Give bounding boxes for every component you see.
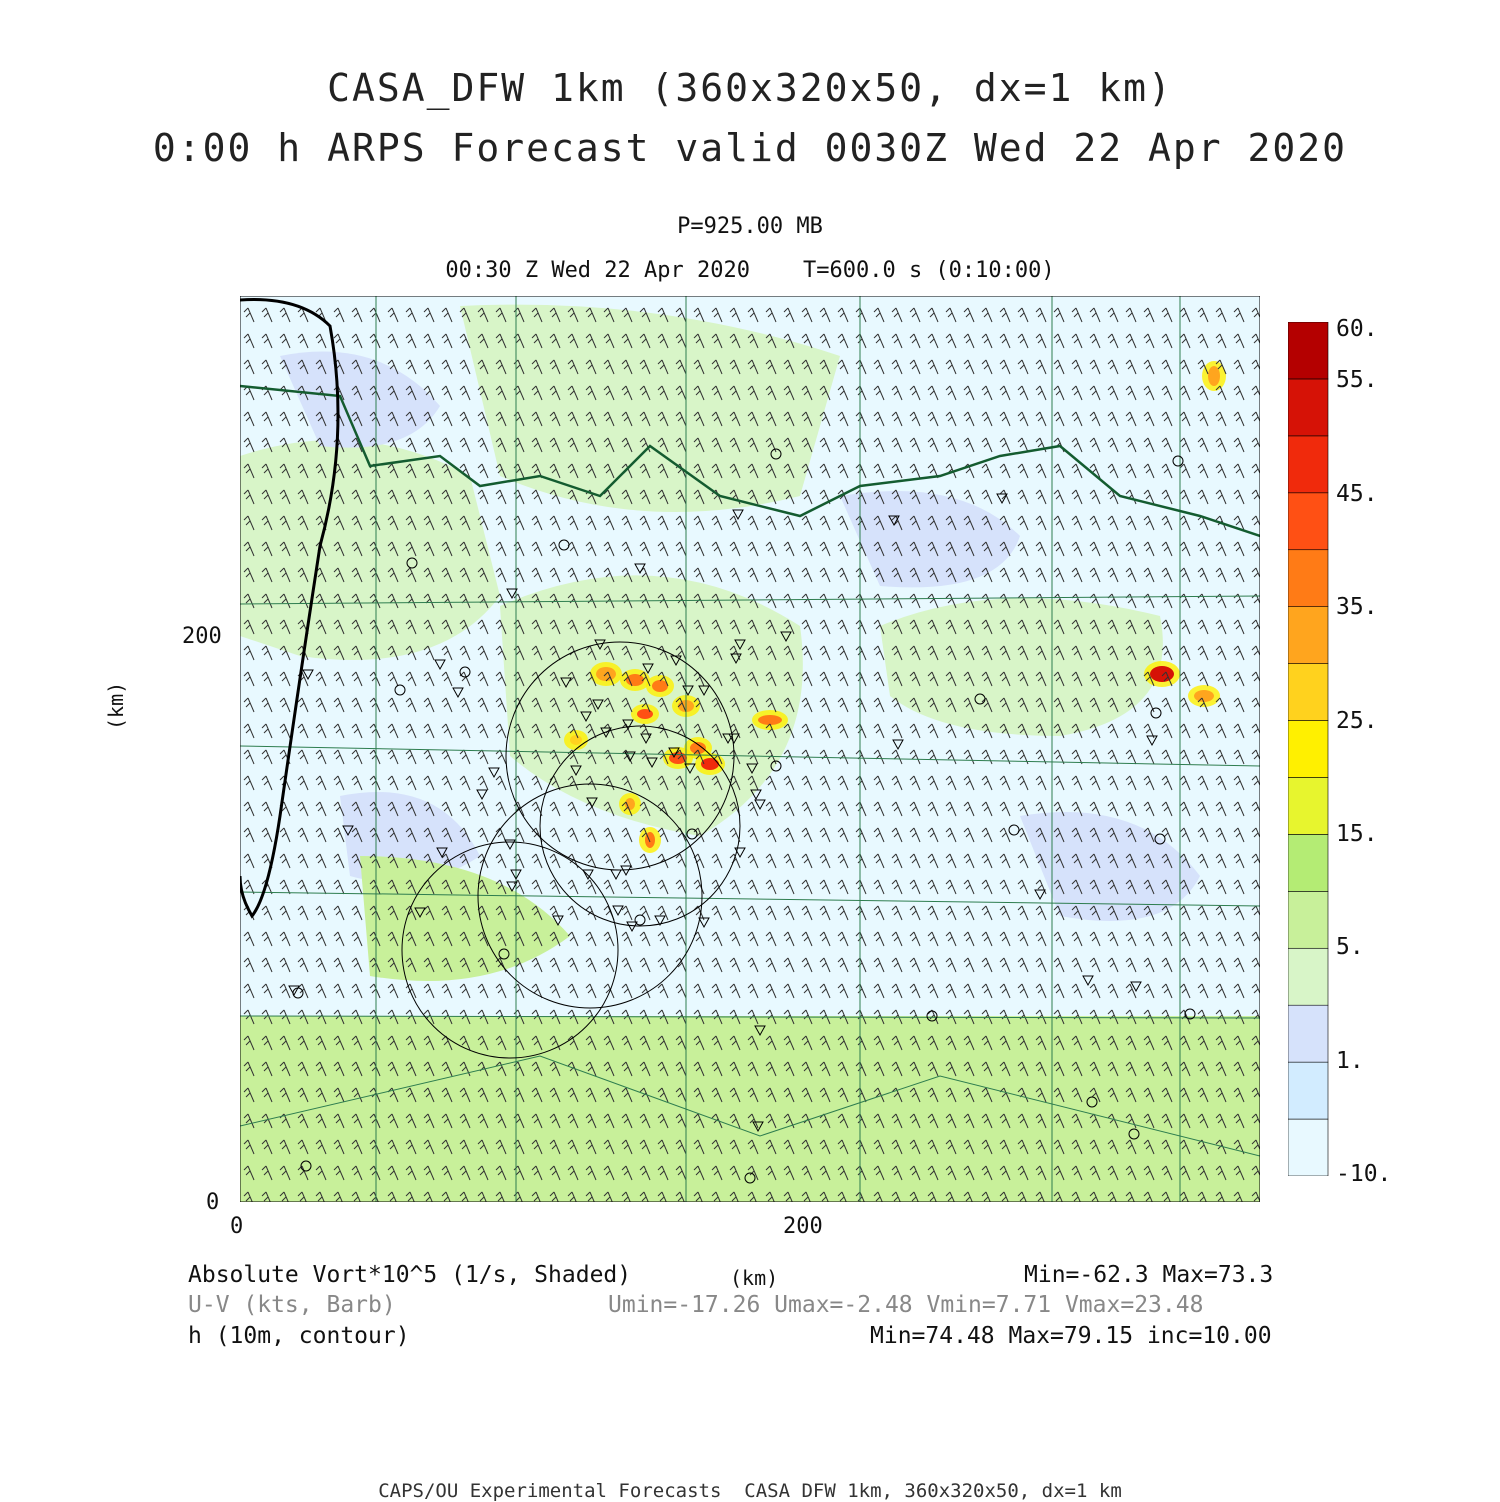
y-axis-label: (km) bbox=[104, 681, 128, 730]
legend-height-stats: Min=74.48 Max=79.15 inc=10.00 bbox=[870, 1323, 1272, 1349]
legend-wind-stats: Umin=-17.26 Umax=-2.48 Vmin=7.71 Vmax=23.48 bbox=[608, 1292, 1204, 1318]
colorbar-label-5: 5. bbox=[1336, 934, 1364, 960]
colorbar-swatch bbox=[1288, 436, 1328, 493]
colorbar-swatch bbox=[1288, 948, 1328, 1005]
colorbar-swatch bbox=[1288, 834, 1328, 891]
vorticity-map bbox=[240, 296, 1260, 1202]
vorticity-maximum bbox=[690, 742, 706, 754]
colorbar-swatch bbox=[1288, 664, 1328, 721]
valid-time-subtitle: 00:30 Z Wed 22 Apr 2020 T=600.0 s (0:10:00) bbox=[445, 258, 1055, 283]
y-tick-200: 200 bbox=[182, 624, 222, 649]
colorbar-swatch bbox=[1288, 607, 1328, 664]
vorticity-maximum bbox=[652, 680, 668, 692]
pressure-level: P=925.00 MB bbox=[677, 214, 823, 239]
legend-field-wind: U-V (kts, Barb) bbox=[188, 1292, 396, 1318]
colorbar-swatch bbox=[1288, 493, 1328, 550]
colorbar-label-15: 15. bbox=[1336, 821, 1378, 847]
colorbar-swatch bbox=[1288, 1062, 1328, 1119]
colorbar-swatch bbox=[1288, 379, 1328, 436]
vorticity-maximum bbox=[637, 709, 653, 719]
colorbar-label-55: 55. bbox=[1336, 367, 1378, 393]
colorbar bbox=[1288, 322, 1332, 1176]
vorticity-maximum bbox=[758, 715, 782, 725]
footer-credit: CAPS/OU Experimental Forecasts CASA DFW 1km, 360x320x50, dx=1 km bbox=[378, 1480, 1122, 1502]
colorbar-swatch bbox=[1288, 322, 1328, 379]
x-tick-200: 200 bbox=[783, 1214, 823, 1239]
vorticity-maximum bbox=[626, 674, 644, 686]
green-band-south bbox=[240, 1016, 1260, 1202]
colorbar-swatch bbox=[1288, 1005, 1328, 1062]
legend-field-vorticity: Absolute Vort*10^5 (1/s, Shaded) bbox=[188, 1262, 632, 1288]
colorbar-label-25: 25. bbox=[1336, 708, 1378, 734]
legend-vorticity-stats: Min=-62.3 Max=73.3 bbox=[1024, 1262, 1274, 1288]
plot-title-line1: CASA_DFW 1km (360x320x50, dx=1 km) bbox=[327, 66, 1173, 110]
y-tick-0: 0 bbox=[206, 1190, 220, 1215]
vorticity-maximum bbox=[570, 735, 582, 745]
colorbar-swatch bbox=[1288, 777, 1328, 834]
x-axis-label: (km) bbox=[730, 1266, 779, 1290]
colorbar-label-60: 60. bbox=[1336, 316, 1378, 342]
vorticity-maximum bbox=[1194, 690, 1214, 702]
x-tick-0: 0 bbox=[230, 1214, 244, 1239]
colorbar-label-neg10: -10. bbox=[1336, 1161, 1392, 1187]
colorbar-label-45: 45. bbox=[1336, 481, 1378, 507]
colorbar-swatch bbox=[1288, 550, 1328, 607]
colorbar-label-1: 1. bbox=[1336, 1048, 1364, 1074]
colorbar-label-35: 35. bbox=[1336, 594, 1378, 620]
colorbar-swatch bbox=[1288, 721, 1328, 778]
legend-field-height: h (10m, contour) bbox=[188, 1323, 410, 1349]
colorbar-swatch bbox=[1288, 1119, 1328, 1176]
plot-title-line2: 0:00 h ARPS Forecast valid 0030Z Wed 22 Apr 2020 bbox=[152, 126, 1348, 170]
colorbar-swatch bbox=[1288, 891, 1328, 948]
vorticity-maximum bbox=[1150, 666, 1174, 682]
